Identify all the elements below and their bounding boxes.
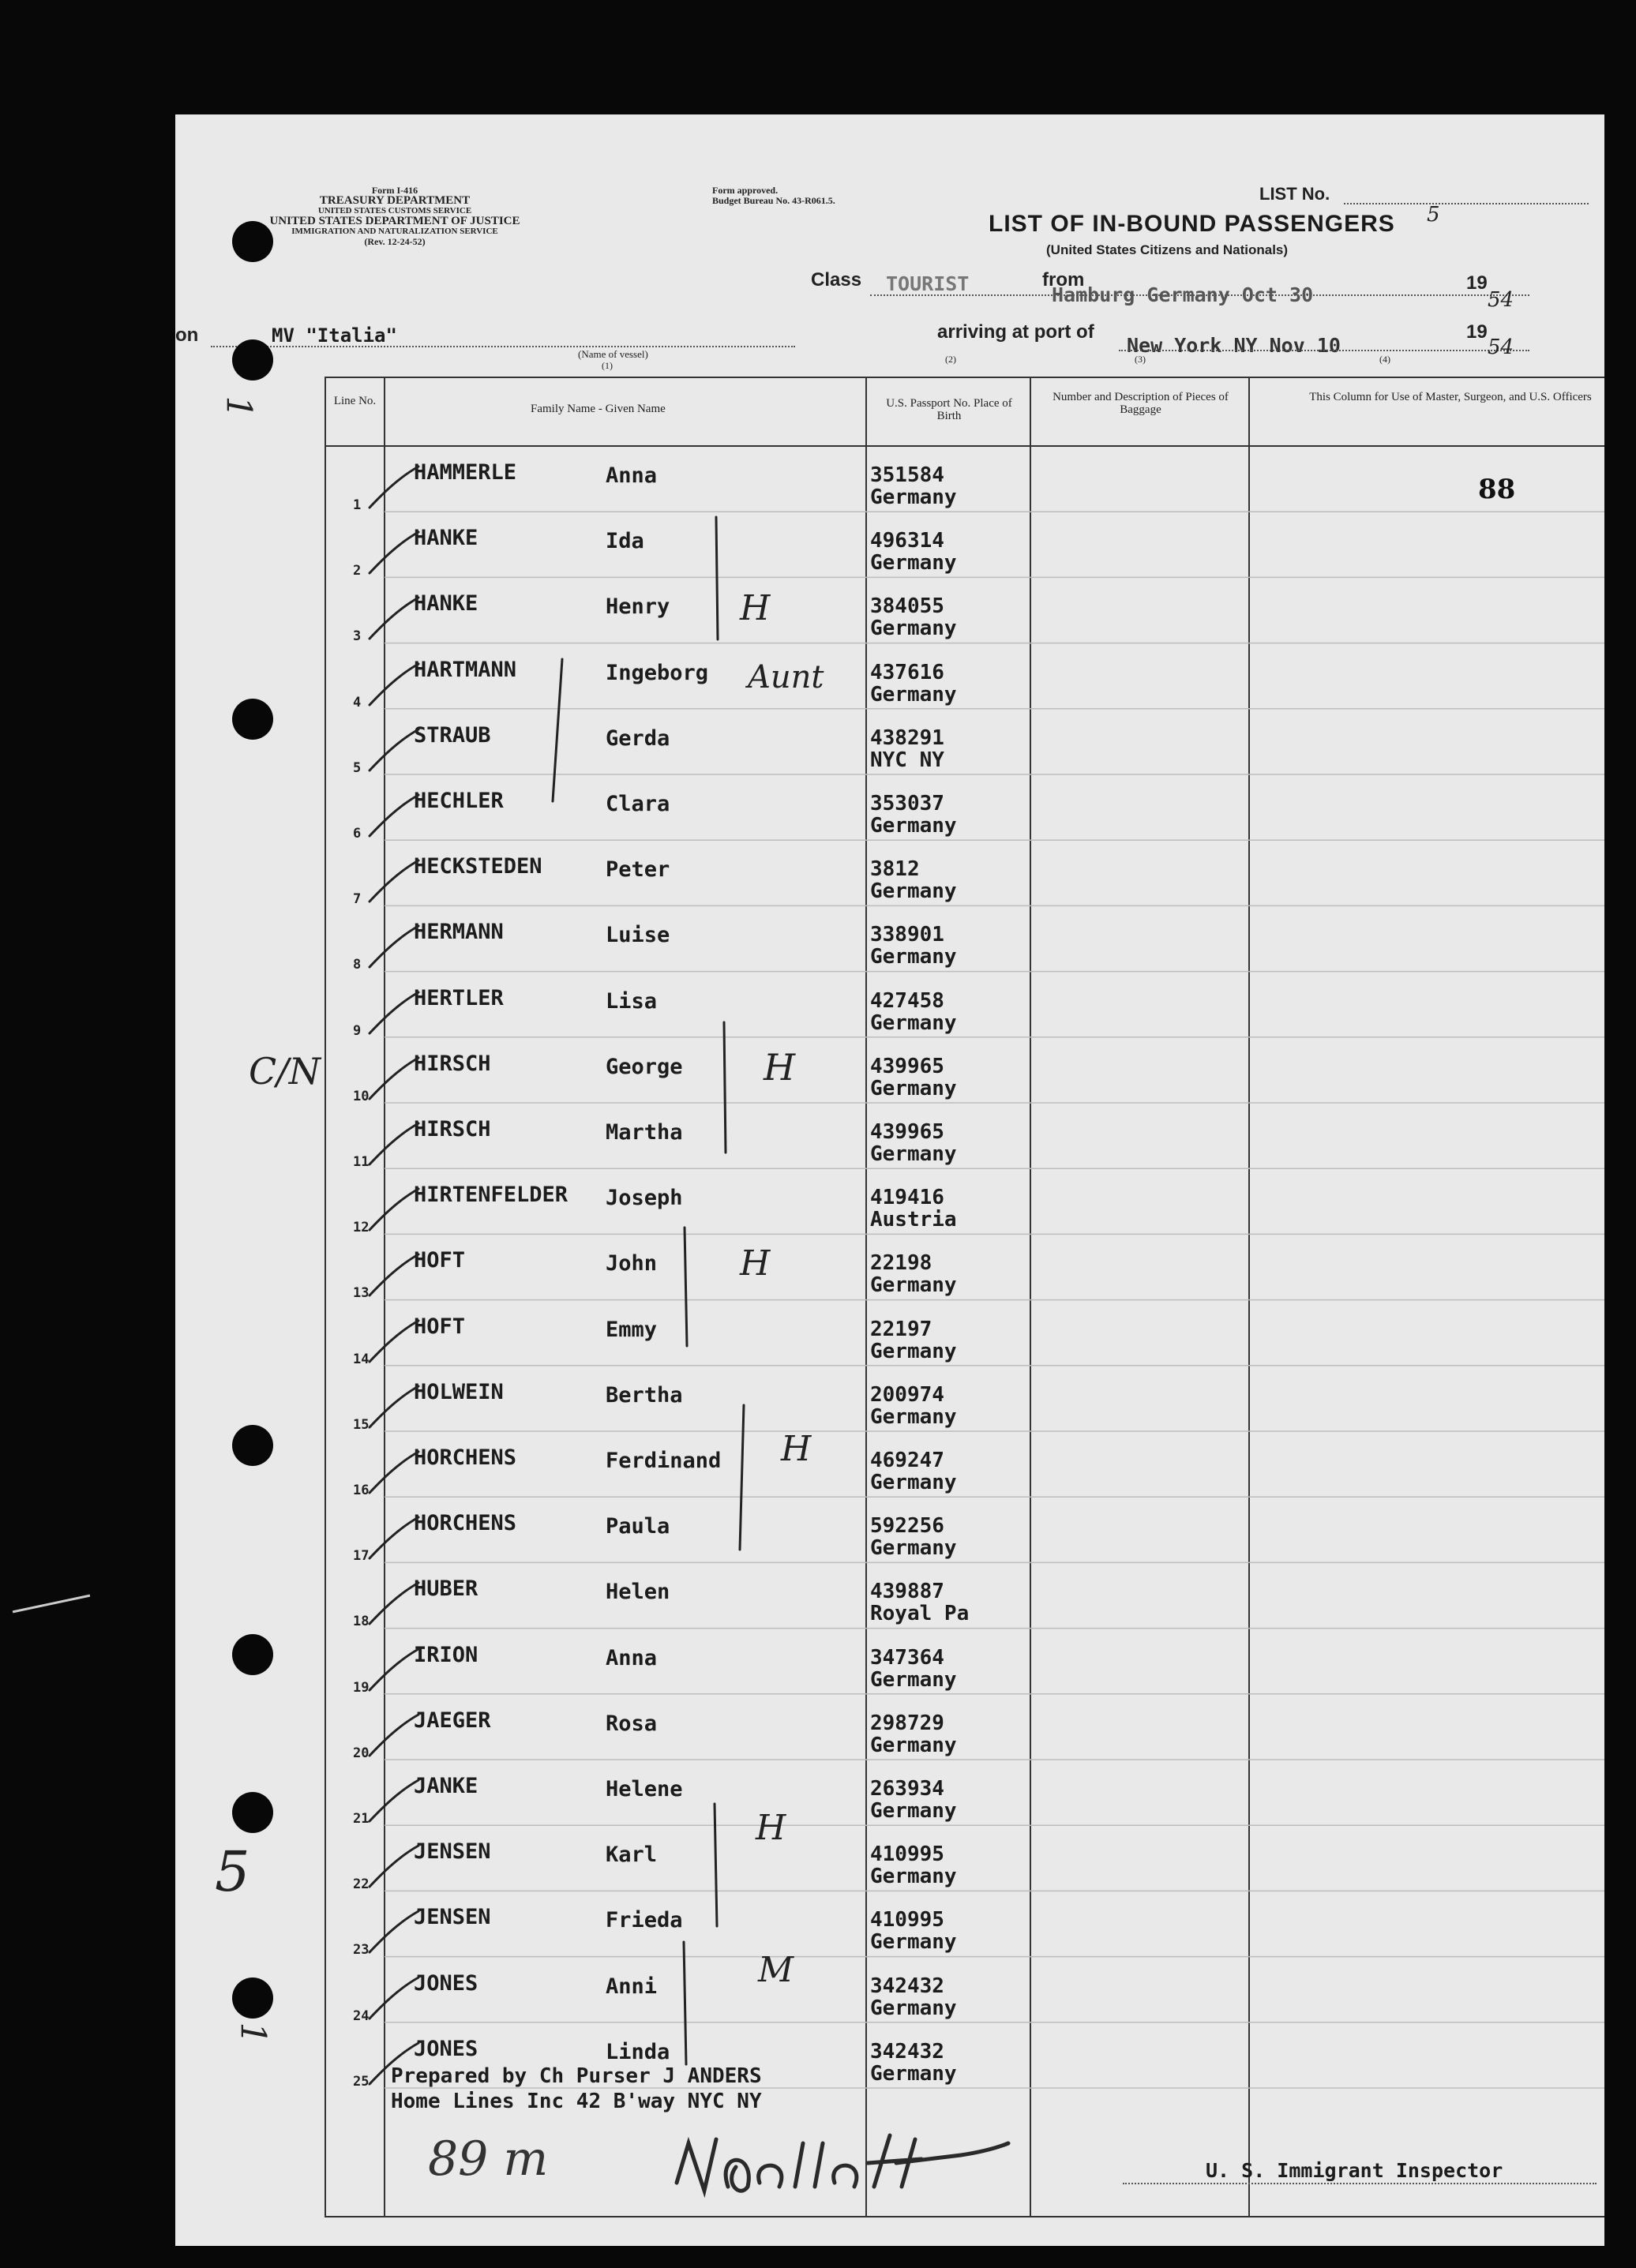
list-no-label: LIST No. bbox=[1259, 184, 1330, 204]
place-of-birth: Germany bbox=[870, 1471, 957, 1494]
binder-hole bbox=[232, 1634, 273, 1675]
passport-number: 22197 bbox=[870, 1317, 932, 1341]
line-number: 22 bbox=[353, 1876, 370, 1893]
margin-cn: C/N bbox=[249, 1050, 321, 1093]
binder-hole bbox=[232, 1977, 273, 2019]
given-name: Paula bbox=[606, 1514, 670, 1539]
family-name: HOFT bbox=[414, 1248, 466, 1273]
place-of-birth: Germany bbox=[870, 1996, 957, 2020]
given-name: Clara bbox=[606, 792, 670, 816]
given-name: George bbox=[606, 1054, 683, 1079]
prepared-by: Prepared by Ch Purser J ANDERS bbox=[391, 2064, 762, 2088]
caption-3: (3) bbox=[1135, 354, 1146, 365]
line-number: 1 bbox=[353, 497, 362, 513]
given-name: Martha bbox=[606, 1120, 683, 1145]
passport-number: 200974 bbox=[870, 1382, 944, 1407]
given-name: Joseph bbox=[606, 1186, 683, 1211]
binder-hole bbox=[232, 221, 273, 262]
given-name: Emmy bbox=[606, 1317, 658, 1342]
place-of-birth: Germany bbox=[870, 879, 957, 904]
family-name: JONES bbox=[414, 1970, 478, 1996]
inspector-title: U. S. Immigrant Inspector bbox=[1206, 2159, 1503, 2182]
family-name: HOLWEIN bbox=[414, 1379, 504, 1404]
given-name: Peter bbox=[606, 857, 670, 883]
place-of-birth: Germany bbox=[870, 814, 957, 838]
shipping-line-address: Home Lines Inc 42 B'way NYC NY bbox=[391, 2090, 762, 2113]
arriving-label: arriving at port of bbox=[937, 321, 1094, 343]
line-number: 19 bbox=[353, 1679, 370, 1696]
line-number: 17 bbox=[353, 1548, 370, 1565]
family-name: HECHLER bbox=[414, 789, 504, 813]
family-name: HANKE bbox=[414, 526, 478, 551]
line-number: 21 bbox=[353, 1811, 370, 1827]
family-name: JENSEN bbox=[414, 1839, 491, 1865]
place-of-birth: Germany bbox=[870, 485, 957, 509]
group-mark-h: H bbox=[740, 1243, 771, 1284]
place-of-birth: Germany bbox=[870, 1733, 957, 1757]
passport-number: 437616 bbox=[870, 660, 944, 684]
passport-number: 347364 bbox=[870, 1645, 944, 1670]
caption-4: (4) bbox=[1379, 354, 1390, 365]
line-number: 25 bbox=[353, 2073, 370, 2090]
family-name: HAMMERLE bbox=[414, 460, 517, 485]
line-number: 4 bbox=[353, 694, 362, 710]
passport-number: 338901 bbox=[870, 923, 944, 947]
family-name: HIRTENFELDER bbox=[414, 1183, 568, 1208]
caption-1: (1) bbox=[602, 360, 613, 371]
family-name: HORCHENS bbox=[414, 1511, 517, 1536]
year1-value: 54 bbox=[1488, 288, 1514, 312]
vessel-caption: (Name of vessel) bbox=[578, 348, 648, 360]
class-label: Class bbox=[811, 269, 862, 291]
place-of-birth: Germany bbox=[870, 1865, 957, 1889]
passport-number: 439965 bbox=[870, 1120, 944, 1144]
given-name: Luise bbox=[606, 923, 670, 948]
given-name: Ida bbox=[606, 529, 644, 554]
caption-2: (2) bbox=[945, 354, 956, 365]
given-name: Rosa bbox=[606, 1711, 658, 1736]
family-name: HORCHENS bbox=[414, 1445, 517, 1470]
given-name: Ferdinand bbox=[606, 1449, 722, 1473]
family-name: JENSEN bbox=[414, 1905, 491, 1930]
line-number: 8 bbox=[353, 957, 362, 973]
line-number: 5 bbox=[353, 759, 362, 776]
class-value: TOURIST bbox=[886, 272, 970, 295]
given-name: Linda bbox=[606, 2039, 670, 2064]
passport-number: 427458 bbox=[870, 988, 944, 1013]
place-of-birth: Germany bbox=[870, 2061, 957, 2086]
passport-number: 263934 bbox=[870, 1777, 944, 1801]
line-number: 13 bbox=[353, 1285, 370, 1302]
family-name: HIRSCH bbox=[414, 1117, 491, 1141]
margin-five: 5 bbox=[215, 1839, 250, 1904]
passport-number: 410995 bbox=[870, 1843, 944, 1867]
family-name: HECKSTEDEN bbox=[414, 854, 542, 879]
place-of-birth: Germany bbox=[870, 945, 957, 969]
place-of-birth: Royal Pa bbox=[870, 1602, 970, 1626]
budget-bureau: Budget Bureau No. 43-R061.5. bbox=[712, 195, 835, 206]
form-number: Form I-416 bbox=[371, 185, 418, 196]
family-name: HERMANN bbox=[414, 920, 504, 945]
passport-number: 592256 bbox=[870, 1514, 944, 1539]
group-mark-h: H bbox=[764, 1046, 796, 1089]
margin-mark: 1 bbox=[218, 395, 259, 418]
place-of-birth: Germany bbox=[870, 1930, 957, 1955]
margin-mark: 1 bbox=[232, 2022, 273, 2045]
family-name: HIRSCH bbox=[414, 1051, 491, 1076]
line-number: 6 bbox=[353, 826, 362, 842]
line-number: 15 bbox=[353, 1416, 370, 1433]
dept-treasury: TREASURY DEPARTMENT bbox=[319, 194, 471, 207]
place-of-birth: Germany bbox=[870, 1142, 957, 1166]
given-name: Frieda bbox=[606, 1908, 683, 1933]
place-of-birth: Germany bbox=[870, 1076, 957, 1100]
manifest-page bbox=[175, 114, 1604, 2246]
on-label: on bbox=[175, 324, 199, 346]
line-number: 23 bbox=[353, 1942, 370, 1959]
passport-number: 439887 bbox=[870, 1580, 944, 1604]
from-label: from bbox=[1042, 269, 1085, 291]
family-name: IRION bbox=[414, 1642, 478, 1667]
line-number: 2 bbox=[353, 563, 362, 579]
page-title: LIST OF IN-BOUND PASSENGERS bbox=[989, 211, 1395, 237]
line-number: 12 bbox=[353, 1220, 370, 1236]
handwritten-note: 89 m bbox=[428, 2131, 549, 2187]
form-approved: Form approved. bbox=[712, 185, 779, 196]
family-name: JONES bbox=[414, 2036, 478, 2061]
passenger-count: 88 bbox=[1478, 474, 1516, 505]
given-name: Ingeborg bbox=[606, 660, 709, 685]
line-number: 11 bbox=[353, 1154, 370, 1170]
from-value: Hamburg Germany Oct 30 bbox=[1052, 283, 1314, 306]
dept-ins: IMMIGRATION AND NATURALIZATION SERVICE bbox=[291, 227, 498, 236]
group-mark-h: H bbox=[740, 588, 771, 628]
place-of-birth: Germany bbox=[870, 1273, 957, 1298]
family-name: HERTLER bbox=[414, 985, 504, 1010]
list-no-value: 5 bbox=[1427, 203, 1440, 227]
place-of-birth: Germany bbox=[870, 551, 957, 575]
inspector-signature bbox=[661, 2120, 1024, 2214]
page-subtitle: (United States Citizens and Nationals) bbox=[1046, 242, 1289, 257]
line-number: 7 bbox=[353, 891, 362, 908]
binder-hole bbox=[232, 1792, 273, 1833]
family-name: HUBER bbox=[414, 1576, 478, 1602]
arrival-port: New York NY Nov 10 bbox=[1127, 334, 1341, 357]
dept-justice: UNITED STATES DEPARTMENT OF JUSTICE bbox=[269, 215, 520, 227]
col-officers: This Column for Use of Master, Surgeon, and U.S. Officers bbox=[1309, 391, 1592, 403]
line-number: 14 bbox=[353, 1351, 370, 1367]
place-of-birth: Germany bbox=[870, 617, 957, 641]
col-passport: U.S. Passport No. Place of Birth bbox=[886, 397, 1012, 422]
line-number: 3 bbox=[353, 628, 362, 645]
passport-number: 496314 bbox=[870, 529, 944, 553]
group-mark-h: H bbox=[781, 1429, 812, 1469]
group-mark-h: H bbox=[756, 1808, 786, 1848]
given-name: Helen bbox=[606, 1580, 670, 1605]
passport-number: 298729 bbox=[870, 1711, 944, 1735]
given-name: Gerda bbox=[606, 725, 670, 751]
place-of-birth: Austria bbox=[870, 1208, 957, 1232]
year1-prefix: 19 bbox=[1466, 272, 1488, 294]
passport-number: 439965 bbox=[870, 1054, 944, 1078]
given-name: Anna bbox=[606, 1645, 658, 1670]
place-of-birth: Germany bbox=[870, 1799, 957, 1823]
form-revision: (Rev. 12-24-52) bbox=[364, 236, 426, 247]
family-name: HARTMANN bbox=[414, 657, 517, 682]
line-number: 10 bbox=[353, 1088, 370, 1104]
family-name: HOFT bbox=[414, 1314, 466, 1339]
scan-artifact bbox=[13, 1595, 90, 1614]
line-number: 24 bbox=[353, 2007, 370, 2024]
passport-number: 342432 bbox=[870, 1974, 944, 1998]
given-name: John bbox=[606, 1251, 658, 1276]
passport-number: 410995 bbox=[870, 1908, 944, 1932]
place-of-birth: Germany bbox=[870, 1010, 957, 1035]
inspector-line bbox=[1123, 2183, 1597, 2184]
given-name: Anni bbox=[606, 1974, 658, 1999]
group-brackets bbox=[175, 114, 1604, 2246]
year2-prefix: 19 bbox=[1466, 321, 1488, 343]
given-name: Karl bbox=[606, 1843, 658, 1868]
passport-number: 3812 bbox=[870, 857, 920, 882]
place-of-birth: Germany bbox=[870, 1536, 957, 1561]
place-of-birth: Germany bbox=[870, 682, 957, 707]
group-mark-m: M bbox=[758, 1950, 794, 1990]
given-name: Helene bbox=[606, 1777, 683, 1801]
place-of-birth: Germany bbox=[870, 1404, 957, 1429]
place-of-birth: NYC NY bbox=[870, 748, 944, 772]
given-name: Lisa bbox=[606, 988, 658, 1014]
place-of-birth: Germany bbox=[870, 1339, 957, 1363]
line-number: 16 bbox=[353, 1483, 370, 1498]
passport-number: 469247 bbox=[870, 1449, 944, 1472]
vessel-name: MV "Italia" bbox=[272, 324, 397, 347]
passport-number: 419416 bbox=[870, 1186, 944, 1210]
place-of-birth: Germany bbox=[870, 1667, 957, 1692]
passport-number: 342432 bbox=[870, 2039, 944, 2064]
line-number: 18 bbox=[353, 1614, 370, 1630]
passport-number: 22198 bbox=[870, 1251, 932, 1276]
family-name: HANKE bbox=[414, 591, 478, 617]
col-name: Family Name - Given Name bbox=[531, 403, 666, 415]
passport-number: 351584 bbox=[870, 463, 944, 487]
col-line-no: Line No. bbox=[333, 395, 377, 407]
binder-hole bbox=[232, 1425, 273, 1466]
passport-number: 384055 bbox=[870, 594, 944, 619]
binder-hole bbox=[232, 339, 273, 380]
col-baggage: Number and Description of Pieces of Baggage bbox=[1053, 391, 1229, 416]
given-name: Henry bbox=[606, 594, 670, 620]
dept-customs: UNITED STATES CUSTOMS SERVICE bbox=[317, 206, 472, 216]
year2-value: 54 bbox=[1488, 336, 1514, 359]
passport-number: 353037 bbox=[870, 792, 944, 815]
family-name: STRAUB bbox=[414, 722, 491, 748]
line-number: 9 bbox=[353, 1022, 362, 1039]
given-name: Anna bbox=[606, 463, 658, 488]
family-name: JANKE bbox=[414, 1774, 478, 1798]
line-number: 20 bbox=[353, 1745, 370, 1761]
given-name: Bertha bbox=[606, 1382, 683, 1408]
family-name: JAEGER bbox=[414, 1708, 491, 1733]
passport-number: 438291 bbox=[870, 725, 944, 750]
binder-hole bbox=[232, 699, 273, 740]
group-mark-aunt: Aunt bbox=[748, 659, 824, 695]
